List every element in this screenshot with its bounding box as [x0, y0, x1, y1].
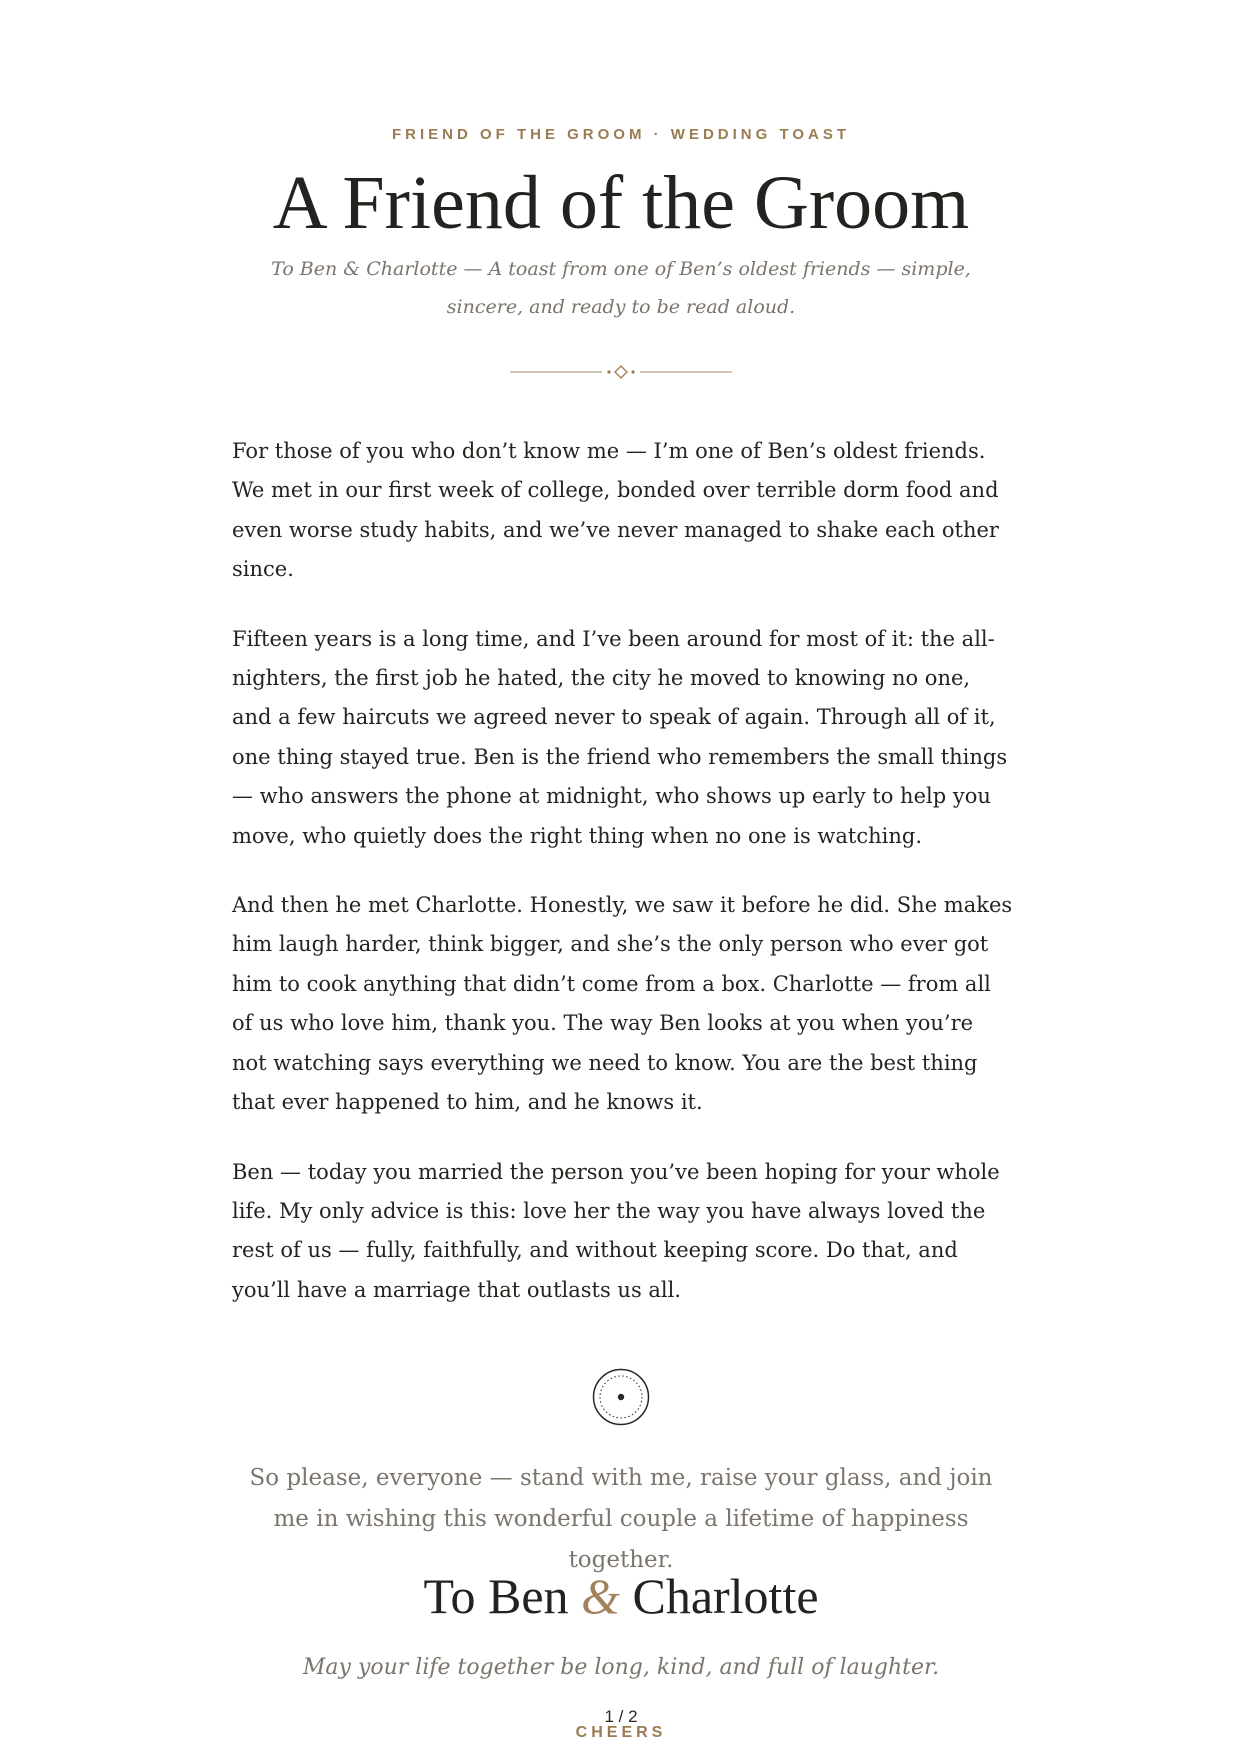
closing-text: So please, everyone — stand with me, raise your glass, and join me in wishing this wonderful couple a lifetime of happiness together.	[249, 1465, 993, 1573]
body-paragraph-1: For those of you who don’t know me — I’m one of Ben’s oldest friends. We met in our first week of college, bonded over terrible dorm food and even worse study habits, and we’ve never managed to shake each other since.	[232, 439, 999, 582]
page-title: A Friend of the Groom	[272, 161, 970, 245]
page-subtitle: To Ben & Charlotte — A toast from one of Ben’s oldest friends — simple, sincere, and ready to be read aloud.	[271, 258, 971, 318]
toast-name-charlotte: Charlotte	[632, 1568, 819, 1624]
closing-wish: May your life together be long, kind, and full of laughter.	[302, 1655, 940, 1680]
sign-off: CHEERS	[575, 1724, 667, 1741]
toast-body	[232, 432, 1014, 1340]
body-paragraph-4: Ben — today you married the person you’ve been hoping for your whole life. My only advice is this: love her the way you have always loved the rest of us — fully, faithfully, and without keeping score. Do that, and you’ll have a marriage that outlasts us all.	[232, 1159, 1000, 1302]
toast-name-ben: To Ben	[423, 1568, 569, 1624]
circle-dot-emblem-icon	[592, 1368, 650, 1426]
diamond-divider-icon	[510, 362, 732, 382]
body-paragraph-3: And then he met Charlotte. Honestly, we saw it before he did. She makes him laugh harder, think bigger, and she’s the only person who ever got him to cook anything that didn’t come from a box. Charlotte — from all of us who love him, thank you. The way Ben looks at you when you’re not watching says everything we need to know. You are the best thing that ever happened to him, and he knows it.	[232, 893, 1013, 1115]
body-paragraph-2: Fifteen years is a long time, and I’ve been around for most of it: the all-nighters, the first job he hated, the city he moved to knowing no one, and a few haircuts we agreed never to speak of again. Through all of it, one thing stayed true. Ben is the friend who remembers the small things — who answers the phone at midnight, who shows up early to help you move, who quietly does the right thing when no one is watching.	[232, 626, 1008, 848]
page-number: 1 / 2	[604, 1707, 638, 1726]
eyebrow-label: FRIEND OF THE GROOM · WEDDING TOAST	[391, 126, 851, 143]
toast-heading	[0, 1564, 1242, 1628]
ampersand: &	[581, 1568, 620, 1624]
